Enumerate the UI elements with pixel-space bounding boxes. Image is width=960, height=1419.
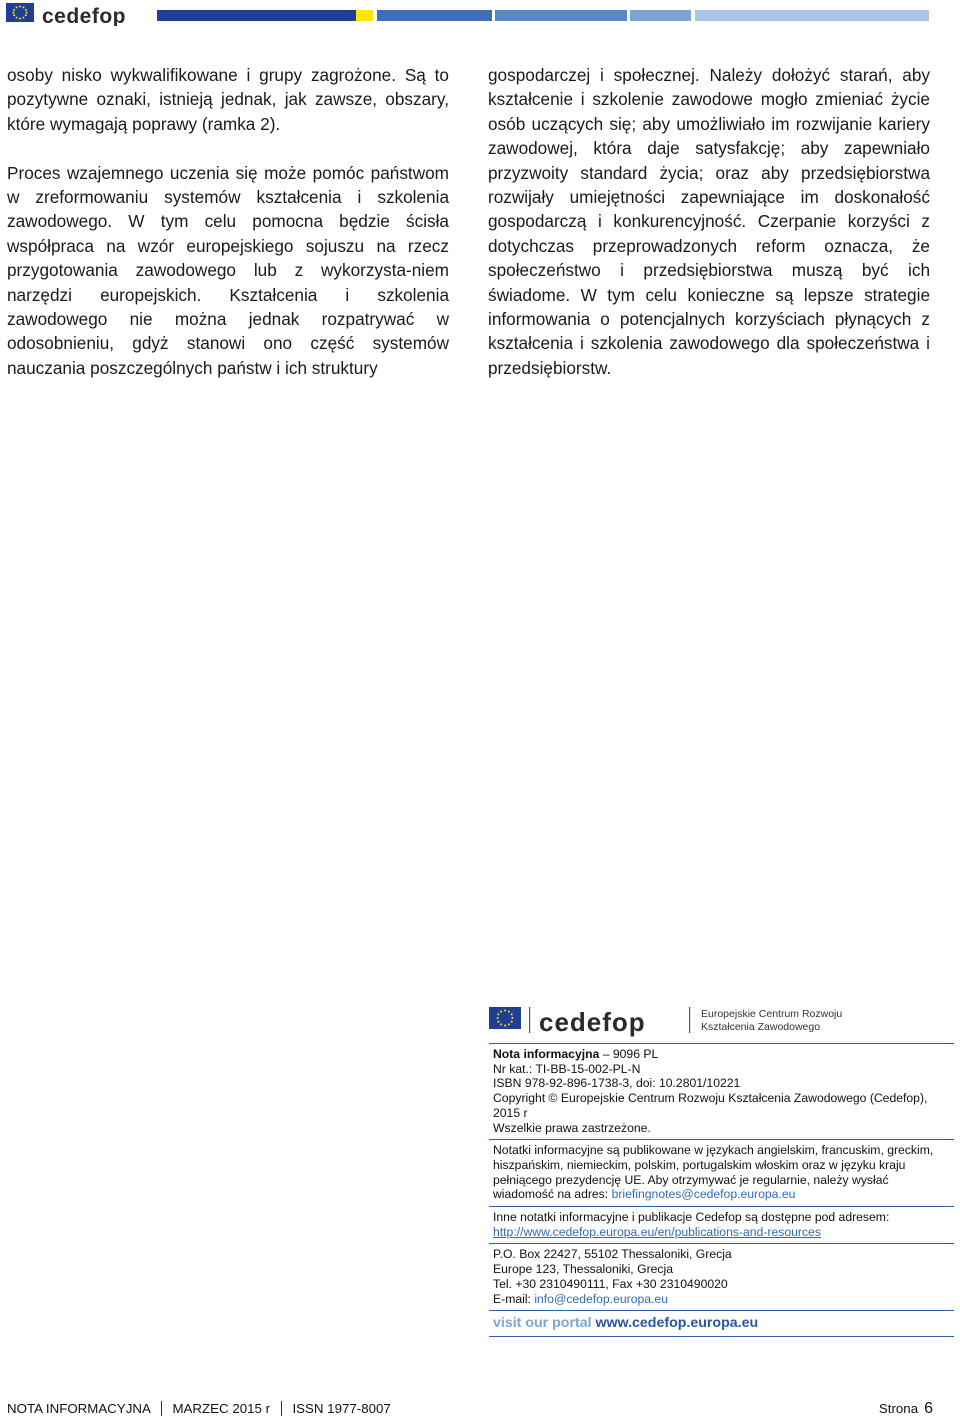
paragraph: osoby nisko wykwalifikowane i grupy zagrożone. Są to pozytywne oznaki, istnieją jednak, jak zawsze, obszary, które wymagają poprawy (ramka 2). — [7, 65, 449, 134]
publications-text: Inne notatki informacyjne i publikacje Cedefop są dostępne pod adresem: — [493, 1210, 890, 1225]
stripe-segment — [377, 10, 492, 21]
stripe-segment — [495, 10, 627, 21]
stripe-segment — [695, 10, 929, 21]
page-label: Strona — [878, 1401, 919, 1416]
footer-divider — [281, 1401, 282, 1416]
isbn: ISBN 978-92-896-1738-3, doi: 10.2801/10221 — [493, 1076, 741, 1091]
org-name-line2: Kształcenia Zawodowego — [701, 1021, 821, 1033]
page-number: 6 — [924, 1400, 933, 1417]
cedefop-logo — [42, 4, 146, 26]
publication-year: 2015 r — [228, 1401, 271, 1416]
note-label: Nota informacyjna — [493, 1047, 600, 1061]
publication-details — [489, 1043, 954, 1139]
right-column — [488, 63, 930, 405]
svg-text:cedefop: cedefop — [42, 5, 127, 26]
page-indicator — [879, 1399, 933, 1419]
publication-info-box — [489, 1043, 954, 1337]
svg-text:cedefop: cedefop — [539, 1007, 646, 1037]
eu-flag-icon — [489, 1007, 521, 1029]
publication-month: MARZEC — [172, 1401, 229, 1416]
page-footer — [7, 1399, 933, 1419]
publications-info — [489, 1206, 954, 1243]
briefing-email-link[interactable]: briefingnotes@cedefop.europa.eu — [611, 1187, 796, 1202]
publication-date — [172, 1401, 270, 1416]
org-name — [701, 1008, 842, 1034]
note-number: – 9096 PL — [599, 1047, 659, 1061]
languages-info — [489, 1139, 954, 1206]
stripe-segment — [356, 10, 373, 21]
portal-banner — [489, 1310, 954, 1337]
left-column — [7, 63, 449, 405]
address-line: P.O. Box 22427, 55102 Thessaloniki, Grecja — [493, 1247, 732, 1262]
eu-flag-icon — [6, 3, 34, 22]
header-color-stripes — [157, 10, 929, 21]
contact-info — [489, 1243, 954, 1310]
publication-type: NOTA INFORMACYJNA — [7, 1401, 151, 1416]
info-box-logo — [489, 1004, 949, 1040]
contact-email-link[interactable]: info@cedefop.europa.eu — [534, 1291, 668, 1306]
issn: ISSN 1977-8007 — [292, 1401, 391, 1416]
catalogue-number: Nr kat.: TI-BB-15-002-PL-N — [493, 1061, 641, 1076]
org-name-line1: Europejskie Centrum Rozwoju — [701, 1008, 843, 1020]
portal-label: visit our portal — [493, 1315, 596, 1332]
page-header — [0, 0, 960, 32]
email-label: E-mail: — [493, 1291, 535, 1306]
portal-link[interactable]: www.cedefop.europa.eu — [595, 1315, 759, 1332]
address-line: Europe 123, Thessaloniki, Grecja — [493, 1262, 673, 1277]
copyright: Copyright © Europejskie Centrum Rozwoju Kształcenia Zawodowego (Cedefop), 2015 r — [493, 1091, 928, 1120]
rights: Wszelkie prawa zastrzeżone. — [493, 1120, 651, 1135]
footer-divider — [161, 1401, 162, 1416]
stripe-segment — [630, 10, 691, 21]
stripe-segment — [157, 10, 356, 21]
languages-text: Notatki informacyjne są publikowane w językach angielskim, francuskim, greckim, hiszpańskim, niemieckim, polskim, portugalskim włoskim oraz w języku kraju pełniącego prezydencję UE. Aby otrzymywać je regularnie, należy wysłać wiadomość na adres: — [493, 1143, 934, 1202]
phone-fax: Tel. +30 2310490111, Fax +30 2310490020 — [493, 1276, 728, 1291]
paragraph: gospodarczej i społecznej. Należy dołożyć starań, aby kształcenie i szkolenie zawodowe mogło zmieniać życie osób uczących się; aby umożliwiało im rozwijanie kariery zawodowej, która daje satysfakcję; aby zapewniało przyzwoity standard życia; oraz aby przedsiębiorstwa rozwijały umiejętności zapewniające im doskonałość gospodarczą i konkurencyjność. Czerpanie korzyści z dotychczas przeprowadzonych reform oznacza, że społeczeństwo i przedsiębiorstwa muszą być ich świadome. W tym celu konieczne są lepsze strategie informowania o potencjalnych korzyściach płynących z kształcenia i szkolenia zawodowego dla społeczeństwa i przedsiębiorstw. — [488, 65, 930, 378]
paragraph: Proces wzajemnego uczenia się może pomóc państwom w zreformowaniu systemów kształcenia i szkolenia zawodowego. W tym celu pomocna będzie ścisła współpraca na wzór europejskiego sojuszu na rzecz przygotowania zawodowego lub z wykorzysta-niem narzędzi europejskich. Kształcenia i szkolenia zawodowego nie można jednak rozpatrywać w odosobnieniu, gdyż stanowi ono część systemów nauczania poszczególnych państw i ich struktury — [7, 162, 449, 378]
publications-link[interactable]: http://www.cedefop.europa.eu/en/publications-and-resources — [493, 1224, 821, 1239]
